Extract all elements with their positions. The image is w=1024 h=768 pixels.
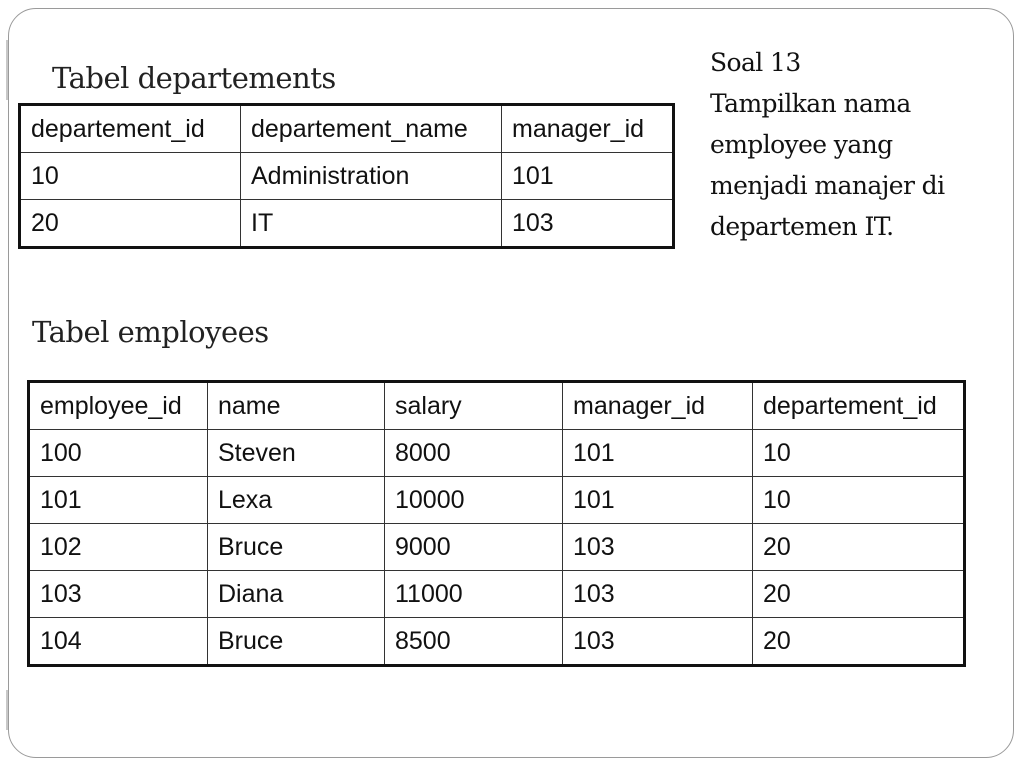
table-header-row (29, 382, 965, 430)
departments-table (18, 103, 675, 249)
table-cell: IT (241, 200, 502, 248)
table-cell: 100 (29, 430, 208, 477)
table-cell: 20 (753, 618, 965, 666)
question-text (710, 42, 970, 247)
table-cell: 101 (563, 477, 753, 524)
table-cell: 103 (29, 571, 208, 618)
table-cell: Bruce (208, 524, 385, 571)
table-row (20, 153, 674, 200)
table-cell: Steven (208, 430, 385, 477)
question-label: Soal 13 (710, 48, 801, 77)
table-cell: 102 (29, 524, 208, 571)
column-header: departement_id (20, 105, 241, 153)
table-header-row (20, 105, 674, 153)
table-row (29, 524, 965, 571)
slide-edge-shadow-bottom (6, 690, 8, 730)
table-cell: 104 (29, 618, 208, 666)
table-cell: 103 (563, 571, 753, 618)
table-row (29, 477, 965, 524)
column-header: manager_id (563, 382, 753, 430)
table-cell: 8500 (385, 618, 563, 666)
table-cell: Diana (208, 571, 385, 618)
question-line: menjadi manajer di (710, 171, 945, 200)
table-cell: Lexa (208, 477, 385, 524)
table-cell: 10 (753, 477, 965, 524)
question-line: departemen IT. (710, 212, 894, 241)
employees-table (27, 380, 966, 667)
table-row (29, 430, 965, 477)
slide-edge-shadow-top (6, 40, 8, 100)
table-cell: 9000 (385, 524, 563, 571)
table-cell: 103 (563, 524, 753, 571)
table-cell: Bruce (208, 618, 385, 666)
table-row (29, 618, 965, 666)
table-cell: 8000 (385, 430, 563, 477)
table-cell: 11000 (385, 571, 563, 618)
table-cell: 20 (753, 571, 965, 618)
employees-table-title: Tabel employees (32, 315, 269, 349)
table-cell: 101 (502, 153, 674, 200)
question-line: employee yang (710, 130, 893, 159)
table-cell: 101 (29, 477, 208, 524)
table-cell: 103 (502, 200, 674, 248)
table-row (20, 200, 674, 248)
table-cell: 20 (753, 524, 965, 571)
table-cell: 20 (20, 200, 241, 248)
table-cell: 101 (563, 430, 753, 477)
table-cell: 103 (563, 618, 753, 666)
column-header: departement_id (753, 382, 965, 430)
table-row (29, 571, 965, 618)
column-header: salary (385, 382, 563, 430)
question-line: Tampilkan nama (710, 89, 911, 118)
column-header: employee_id (29, 382, 208, 430)
table-cell: 10 (753, 430, 965, 477)
table-cell: 10 (20, 153, 241, 200)
departments-table-title: Tabel departements (52, 61, 336, 95)
table-cell: Administration (241, 153, 502, 200)
table-cell: 10000 (385, 477, 563, 524)
column-header: name (208, 382, 385, 430)
column-header: departement_name (241, 105, 502, 153)
column-header: manager_id (502, 105, 674, 153)
